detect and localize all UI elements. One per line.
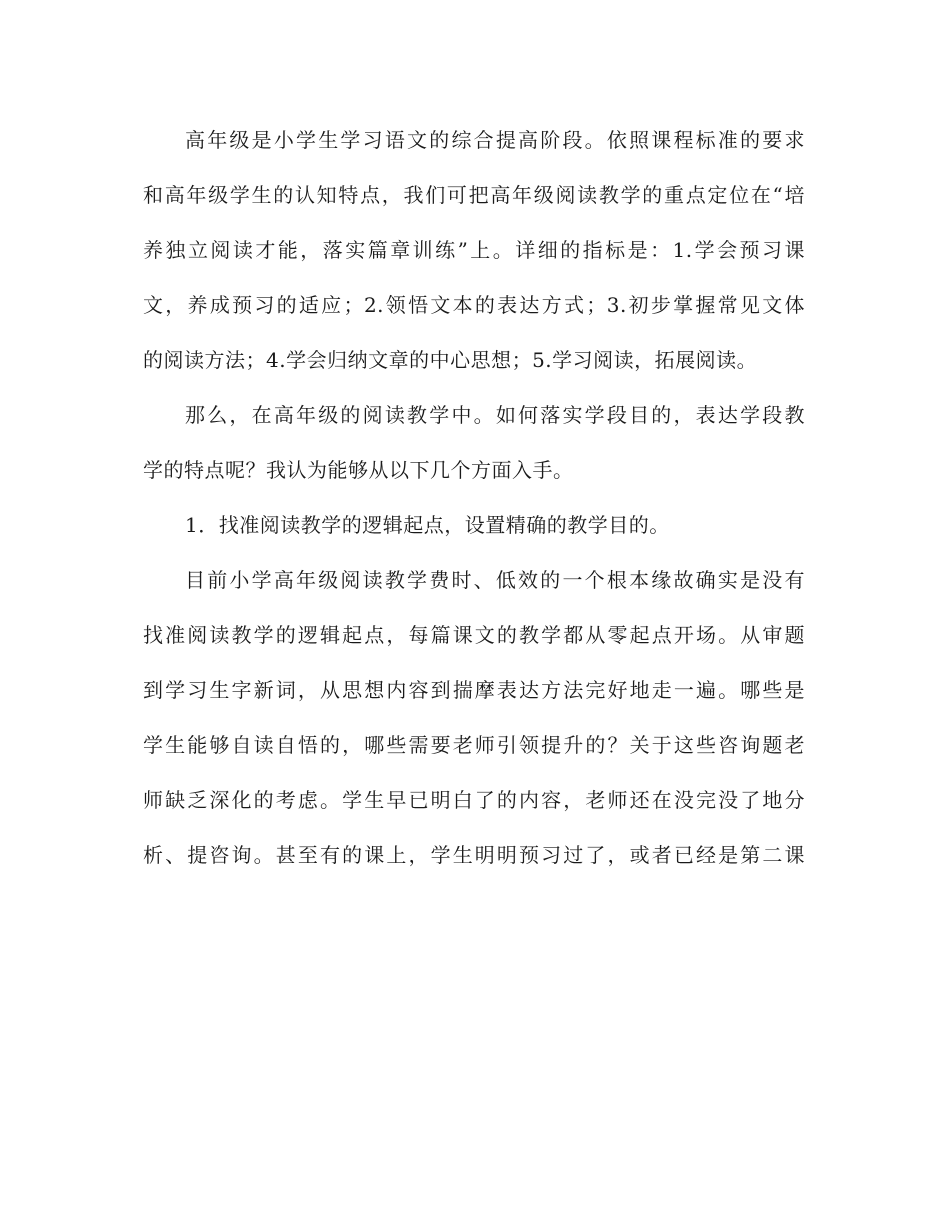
paragraph-3-line-4: 学生能够自读自悟的，哪些需要老师引领提升的？关于这些咨询题老 xyxy=(143,733,805,757)
paragraph-1-line-2: 和高年级学生的认知特点，我们可把高年级阅读教学的重点定位在“培 xyxy=(143,183,805,207)
paragraph-3-line-3: 到学习生字新词，从思想内容到揣摩表达方法完好地走一遍。哪些是 xyxy=(143,678,805,702)
paragraph-2-line-2: 学的特点呢？我认为能够从以下几个方面入手。 xyxy=(143,458,574,482)
paragraph-1-line-5: 的阅读方法；4.学会归纳文章的中心思想；5.学习阅读，拓展阅读。 xyxy=(143,348,758,372)
paragraph-3-line-5: 师缺乏深化的考虑。学生早已明白了的内容，老师还在没完没了地分 xyxy=(143,788,805,812)
paragraph-3-line-6: 析、提咨询。甚至有的课上，学生明明预习过了，或者已经是第二课 xyxy=(143,843,805,867)
section-heading-1: 1．找准阅读教学的逻辑起点，设置精确的教学目的。 xyxy=(185,513,670,537)
paragraph-3-line-2: 找准阅读教学的逻辑起点，每篇课文的教学都从零起点开场。从审题 xyxy=(143,623,805,647)
paragraph-1-line-3: 养独立阅读才能，落实篇章训练”上。详细的指标是：1.学会预习课 xyxy=(143,238,805,262)
paragraph-2-line-1: 那么，在高年级的阅读教学中。如何落实学段目的，表达学段教 xyxy=(185,403,805,427)
paragraph-1-line-1: 高年级是小学生学习语文的综合提高阶段。依照课程标准的要求 xyxy=(185,128,805,152)
body-text xyxy=(143,113,805,883)
paragraph-1-line-4: 文，养成预习的适应；2.领悟文本的表达方式；3.初步掌握常见文体 xyxy=(143,293,805,317)
paragraph-3-line-1: 目前小学高年级阅读教学费时、低效的一个根本缘故确实是没有 xyxy=(185,568,805,592)
